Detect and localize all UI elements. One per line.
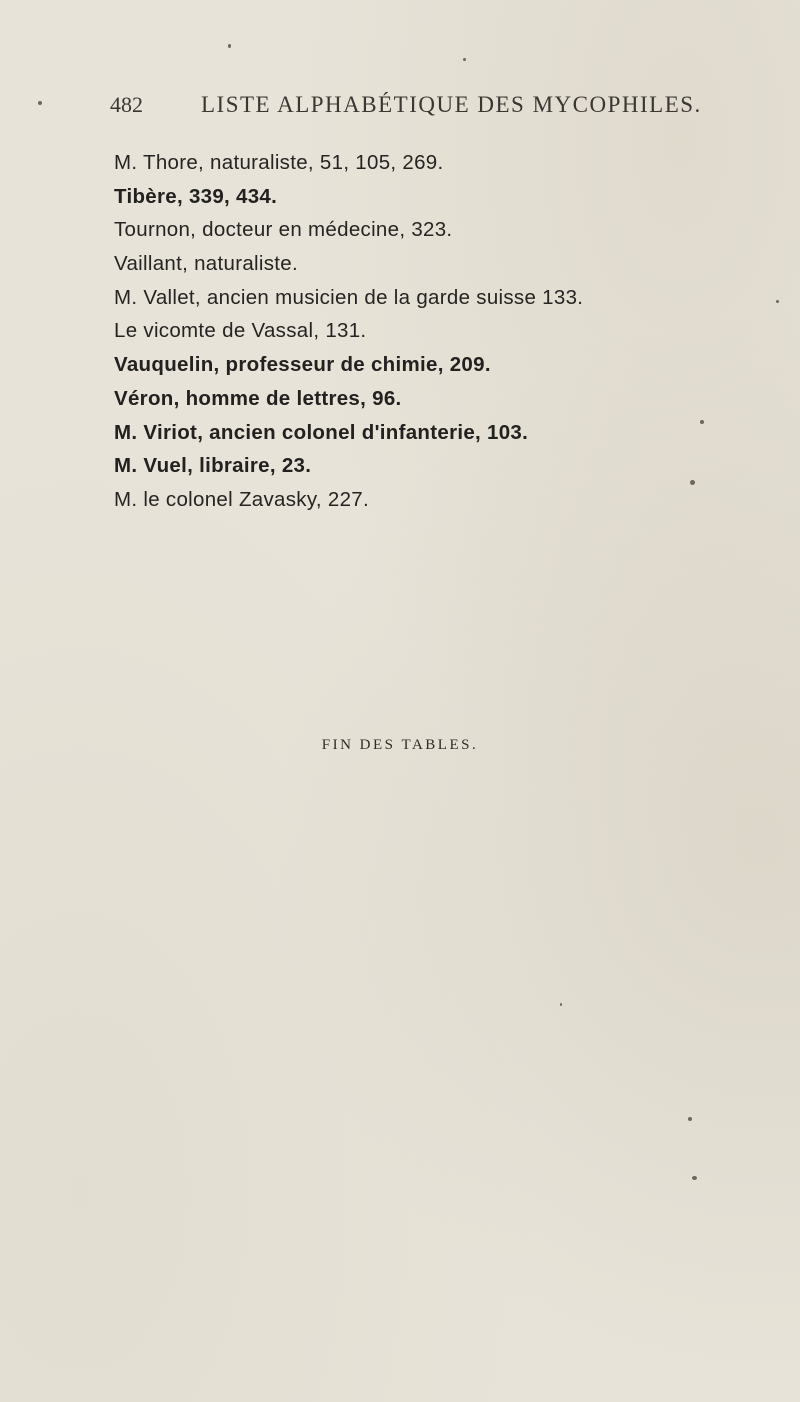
paper-speck [690, 480, 695, 485]
index-entry-viriot: M. Viriot, ancien colonel d'infanterie, 103. [114, 420, 529, 444]
index-entry-vallet: M. Vallet, ancien musicien de la garde suisse 133. [114, 285, 584, 309]
paper-speck [692, 1176, 697, 1180]
paper-speck [776, 300, 779, 303]
index-entry-tibere: Tibère, 339, 434. [114, 184, 278, 208]
index-entry-tournon: Tournon, docteur en médecine, 323. [114, 218, 453, 242]
index-list [114, 146, 674, 517]
paper-speck [560, 1003, 562, 1006]
index-entry-vaillant: Vaillant, naturaliste. [114, 252, 298, 276]
end-of-tables-colophon: FIN DES TABLES. [321, 737, 479, 753]
running-title: LISTE ALPHABÉTIQUE DES MYCOPHILES. [201, 92, 702, 117]
paper-speck [688, 1117, 692, 1121]
index-entry-vauquelin: Vauquelin, professeur de chimie, 209. [114, 353, 491, 377]
index-entry-thore: M. Thore, naturaliste, 51, 105, 269. [114, 151, 444, 174]
paper-speck [463, 58, 466, 61]
paper-speck [700, 420, 704, 424]
running-header [110, 92, 702, 132]
paper-speck [228, 44, 231, 48]
index-entry-veron: Véron, homme de lettres, 96. [114, 386, 402, 410]
index-entry-vassal: Le vicomte de Vassal, 131. [114, 319, 367, 343]
index-entry-zavasky: M. le colonel Zavasky, 227. [114, 487, 369, 511]
paper-speck [38, 101, 42, 105]
index-entry-vuel: M. Vuel, libraire, 23. [114, 454, 312, 478]
page-number: 482 [110, 92, 143, 117]
